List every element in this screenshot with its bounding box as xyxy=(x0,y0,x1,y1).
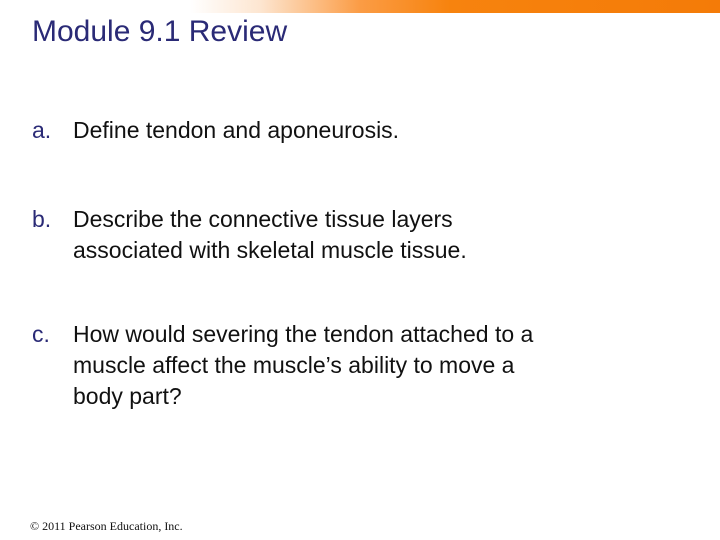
review-question-a xyxy=(32,115,673,146)
question-marker: a. xyxy=(32,117,52,143)
review-question-c xyxy=(32,319,673,412)
copyright-footer: © 2011 Pearson Education, Inc. xyxy=(30,519,183,533)
review-question-b xyxy=(32,204,673,266)
question-marker: b. xyxy=(32,206,52,232)
slide-title: Module 9.1 Review xyxy=(32,15,288,48)
question-text: Define tendon and aponeurosis. xyxy=(73,117,400,143)
top-accent-bar xyxy=(0,0,720,13)
question-text: How would severing the tendon attached to a muscle affect the muscle’s ability to move a body part? xyxy=(73,321,534,409)
question-marker: c. xyxy=(32,321,50,347)
question-text: Describe the connective tissue layers associated with skeletal muscle tissue. xyxy=(73,206,467,263)
